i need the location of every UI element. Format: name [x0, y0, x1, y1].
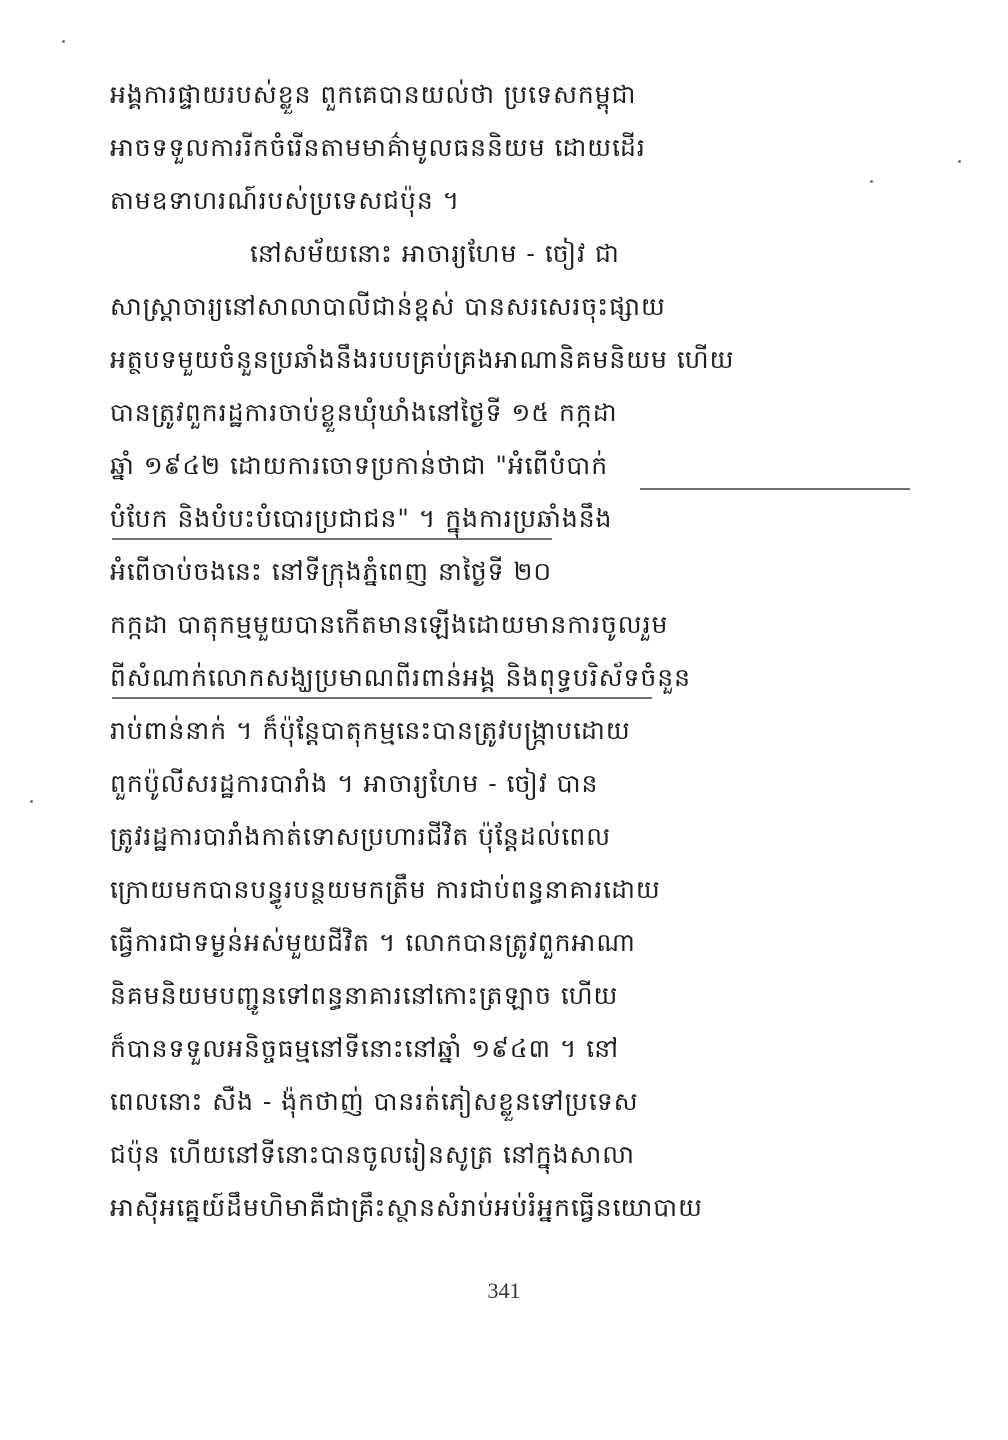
text-line: ឆ្នាំ ១៩៤២ ដោយការចោទប្រកាន់ថាជា "អំពើបំបាក់: [110, 451, 609, 480]
pencil-underline: [640, 488, 910, 490]
pencil-underline: [112, 538, 552, 540]
text-line: អង្គការផ្ទាយរបស់ខ្លួន ពួកគេបានយល់ថា ប្រទេសកម្ពុជា: [110, 80, 637, 109]
text-line: កក្កដា បាតុកម្មមួយបានកើតមានឡើងដោយមានការចូលរួម: [110, 610, 669, 639]
text-line: អំពើចាប់ចងនេះ នៅទីក្រុងភ្នំពេញ នាថ្ងៃទី ២០: [110, 557, 553, 586]
text-line: ធ្វើការជាទម្ងន់អស់មួយជីវិត ។ លោកបានត្រូវពួកអាណា: [110, 928, 636, 957]
text-line: តាមឧទាហរណ៍របស់ប្រទេសជប៉ុន ។: [110, 186, 461, 215]
text-line: ក្រោយមកបានបន្ធូរបន្ថយមកត្រឹម ការជាប់ពន្ធនាគារដោយ: [110, 875, 661, 904]
text-line: ត្រូវរដ្ឋការបារាំងកាត់ទោសប្រហារជីវិត ប៉ុន្តែដល់ពេល: [110, 822, 612, 851]
text-line: សាស្ត្រាចារ្យនៅសាលាបាលីជាន់ខ្ពស់ បានសរសេរចុះផ្សាយ: [110, 292, 666, 321]
scan-speck: [30, 800, 33, 803]
text-line: បានត្រូវពួករដ្ឋការចាប់ខ្លួនឃុំឃាំងនៅថ្ងៃទី ១៥ កក្កដា: [110, 398, 618, 427]
pencil-underline: [112, 697, 652, 699]
text-line: បំបែក និងបំបះបំបោរប្រជាជន" ។ ក្នុងការប្រឆាំងនឹង: [110, 504, 613, 533]
text-line: ពេលនោះ សឺង - ង៉ុកថាញ់ បានរត់ភៀសខ្លួនទៅប្រទេស: [110, 1087, 639, 1116]
paragraph-first-line: នៅសម័យនោះ អាចារ្យហែម - ចៀវ ជា: [250, 239, 620, 268]
page-number: 341: [487, 1278, 521, 1303]
scan-speck: [870, 180, 873, 183]
text-line: ជប៉ុន ហើយនៅទីនោះបានចូលរៀនសូត្រ នៅក្នុងសាលា: [110, 1140, 635, 1169]
text-line: និគមនិយមបញ្ជូនទៅពន្ធនាគារនៅកោះត្រឡាច ហើយ: [110, 981, 619, 1010]
text-line: រាប់ពាន់នាក់ ។ ក៏ប៉ុន្តែបាតុកម្មនេះបានត្រូវបង្ក្រាបដោយ: [110, 716, 631, 745]
text-line: ក៏បានទទួលអនិច្ចធម្មនៅទីនោះនៅឆ្នាំ ១៩៤៣ ។ នៅ: [110, 1034, 620, 1063]
text-line: អាស៊ីអគ្នេយ៍ដឹមហិមាគឺជាគ្រឹះស្ថានសំរាប់អប់រំអ្នកធ្វើនយោបាយ: [110, 1193, 703, 1222]
text-line: អត្ថបទមួយចំនួនប្រឆាំងនឹងរបបគ្រប់គ្រងអាណានិគមនិយម ហើយ: [110, 345, 735, 374]
text-line: ពួកប៉ូលីសរដ្ឋការបារាំង ។ អាចារ្យហែម - ចៀវ បាន: [110, 769, 599, 798]
scan-speck: [62, 40, 65, 43]
text-line: ពីសំណាក់លោកសង្ឃប្រមាណពីរពាន់អង្គ និងពុទ្ធបរិស័ទចំនួន: [110, 663, 692, 692]
text-line: អាចទទួលការរីកចំរើនតាមមាគ៌ាមូលធននិយម ដោយដើរ: [110, 133, 646, 162]
scan-speck: [958, 160, 961, 163]
